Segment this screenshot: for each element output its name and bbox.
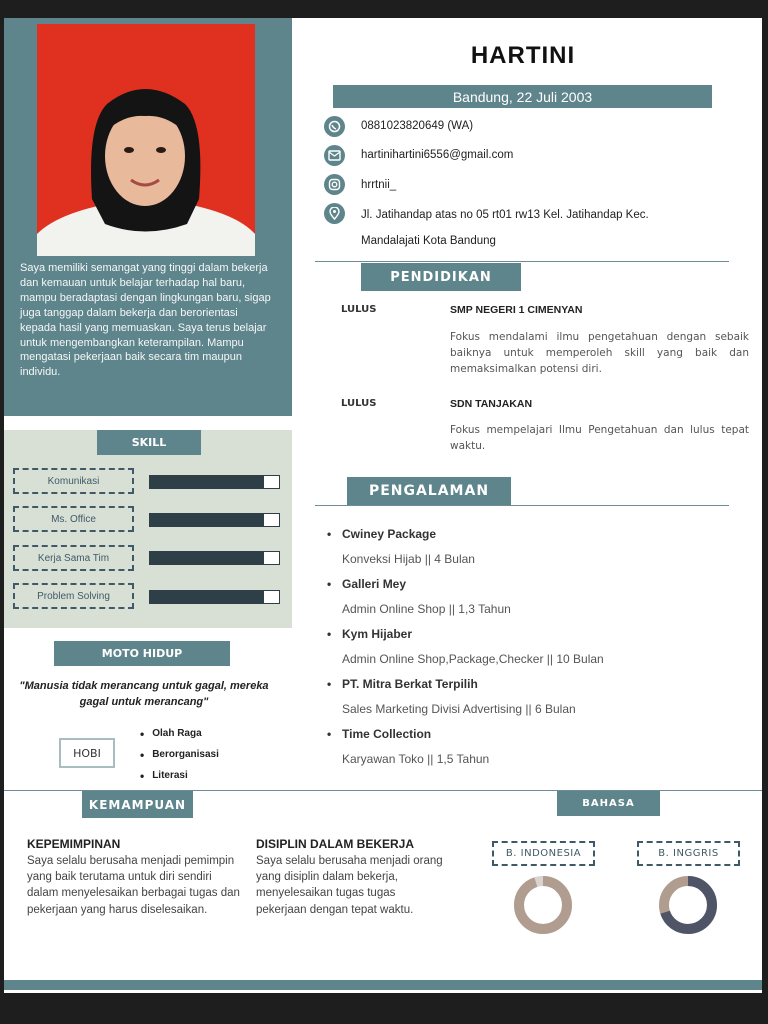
location-icon	[324, 203, 345, 224]
edu-desc: Fokus mempelajari Ilmu Pengetahuan dan lulus tepat waktu.	[450, 424, 749, 452]
moto-title: MOTO HIDUP	[54, 641, 230, 666]
kemampuan-item-desc: Saya selalu berusaha menjadi pemimpin yang baik terutama untuk diri sendiri dalam menyelesaikan berbagai tugas dan pekerjaan yang harus diselesaikan.	[27, 855, 240, 916]
edu-status: LULUS	[341, 304, 377, 315]
language-label: B. INGGRIS	[637, 841, 740, 866]
divider	[315, 505, 729, 506]
kemampuan-title: KEMAMPUAN	[82, 791, 193, 818]
footer-band	[4, 980, 762, 990]
skill-label: Kerja Sama Tim	[13, 545, 134, 571]
pendidikan-title: PENDIDIKAN	[361, 263, 521, 291]
exp-role: Karyawan Toko || 1,5 Tahun	[342, 752, 490, 766]
language-donut-inggris	[655, 872, 721, 938]
skill-label: Ms. Office	[13, 506, 134, 532]
contact-phone: 0881023820649 (WA)	[361, 120, 474, 132]
bahasa-title: BAHASA	[557, 791, 660, 816]
hobi-item: • Literasi	[140, 765, 219, 786]
language-label: B. INDONESIA	[492, 841, 595, 866]
exp-company: • Cwiney Package	[327, 527, 436, 541]
edu-desc: Fokus mendalami ilmu pengetahuan dengan sebaik baiknya untuk memperoleh skill yang baik dan memaksimalkan potensi diri.	[450, 331, 749, 375]
moto-quote: "Manusia tidak merancang untuk gagal, mereka gagal untuk merancang"	[19, 680, 269, 708]
email-icon	[324, 145, 345, 166]
skill-title: SKILL	[97, 430, 201, 455]
contact-address-line2: Mandalajati Kota Bandung	[361, 235, 496, 247]
skill-bar-fill	[150, 476, 264, 488]
exp-role: Admin Online Shop || 1,3 Tahun	[342, 602, 511, 616]
exp-company: • Galleri Mey	[327, 577, 406, 591]
skill-label: Komunikasi	[13, 468, 134, 494]
language-donut-arc	[519, 881, 567, 929]
candidate-name: HARTINI	[470, 42, 576, 69]
divider	[315, 261, 729, 262]
edu-status: LULUS	[341, 398, 377, 409]
exp-company: • PT. Mitra Berkat Terpilih	[327, 677, 478, 691]
hobi-list	[140, 723, 219, 786]
hobi-item: • Berorganisasi	[140, 744, 219, 765]
exp-company: • Kym Hijaber	[327, 627, 412, 641]
skill-bar	[149, 475, 280, 489]
instagram-icon	[324, 174, 345, 195]
language-donut-indonesia	[510, 872, 576, 938]
exp-company: • Time Collection	[327, 727, 431, 741]
kemampuan-item-title: KEPEMIMPINAN	[27, 837, 121, 851]
edu-school: SDN TANJAKAN	[450, 398, 533, 410]
whatsapp-icon	[324, 116, 345, 137]
hobi-label: HOBI	[59, 738, 115, 768]
kemampuan-item-title: DISIPLIN DALAM BEKERJA	[256, 837, 415, 851]
profile-summary: Saya memiliki semangat yang tinggi dalam bekerja dan kemauan untuk belajar terhadap hal baru, mampu beradaptasi dengan lingkungan baru, sigap juga tanggap dalam bekerja dan berorientasi kepada hasil yang memuaskan. Saya terus belajar untuk mengembangkan keterampilan. Mampu mengatasi pekerjaan baik secara tim maupun individu.	[20, 262, 271, 379]
contact-instagram: hrrtnii_	[361, 179, 397, 191]
contact-email: hartinihartini6556@gmail.com	[361, 149, 514, 161]
exp-role: Admin Online Shop,Package,Checker || 10 Bulan	[342, 652, 604, 666]
exp-role: Sales Marketing Divisi Advertising || 6 Bulan	[342, 702, 576, 716]
birth-info: Bandung, 22 Juli 2003	[333, 85, 712, 108]
hobi-item: • Olah Raga	[140, 723, 219, 744]
skill-bar-fill	[150, 552, 264, 564]
skill-bar	[149, 551, 280, 565]
skill-label: Problem Solving	[13, 583, 134, 609]
contact-address: Jl. Jatihandap atas no 05 rt01 rw13 Kel. Jatihandap Kec.	[361, 209, 649, 221]
edu-school: SMP NEGERI 1 CIMENYAN	[450, 304, 583, 316]
skill-bar	[149, 590, 280, 604]
kemampuan-item-desc: Saya selalu berusaha menjadi orang yang disiplin dalam bekerja, menyelesaikan tugas tugas pekerjaan dengan tepat waktu.	[256, 855, 443, 916]
skill-bar	[149, 513, 280, 527]
pengalaman-title: PENGALAMAN	[347, 477, 511, 505]
skill-bar-fill	[150, 514, 264, 526]
exp-role: Konveksi Hijab || 4 Bulan	[342, 552, 475, 566]
skill-bar-fill	[150, 591, 264, 603]
profile-photo	[37, 24, 255, 256]
